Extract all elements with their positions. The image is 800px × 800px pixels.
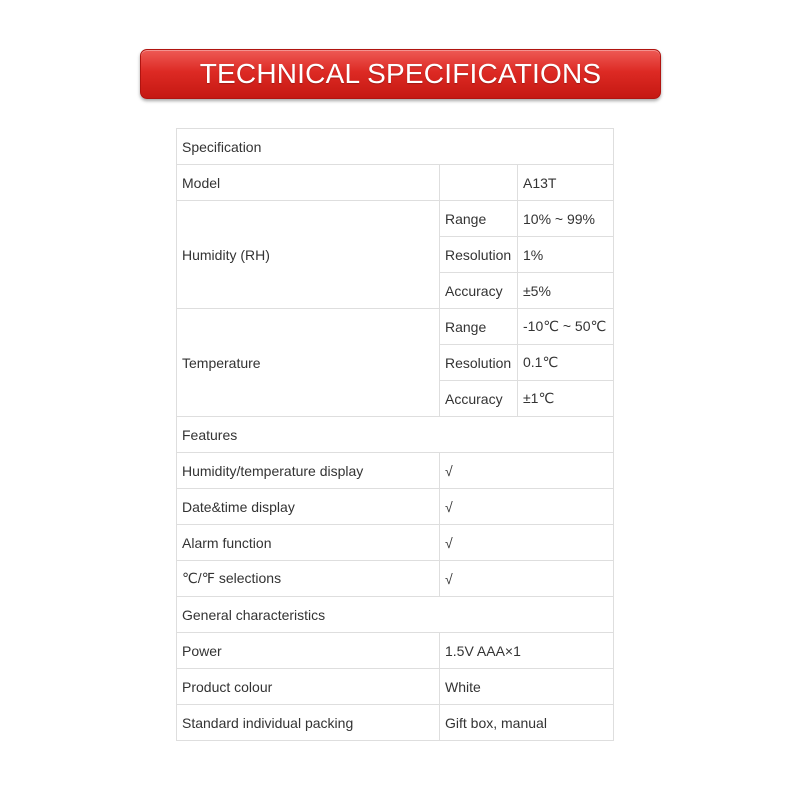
general-value: Gift box, manual (440, 705, 614, 741)
general-value: White (440, 669, 614, 705)
table-row (177, 417, 614, 453)
humidity-label: Humidity (RH) (177, 201, 440, 309)
temperature-label: Temperature (177, 309, 440, 417)
feature-label: Date&time display (177, 489, 440, 525)
temperature-accuracy-value: ±1℃ (518, 381, 614, 417)
general-label: Standard individual packing (177, 705, 440, 741)
temperature-accuracy-label: Accuracy (440, 381, 518, 417)
table-row (177, 165, 614, 201)
feature-check: √ (440, 453, 614, 489)
table-row (177, 669, 614, 705)
feature-label: Humidity/temperature display (177, 453, 440, 489)
feature-label: ℃/℉ selections (177, 561, 440, 597)
table-row (177, 489, 614, 525)
page-title: TECHNICAL SPECIFICATIONS (199, 58, 602, 89)
feature-label: Alarm function (177, 525, 440, 561)
humidity-resolution-label: Resolution (440, 237, 518, 273)
table-row (177, 597, 614, 633)
title-banner (140, 49, 661, 99)
feature-check: √ (440, 525, 614, 561)
humidity-accuracy-label: Accuracy (440, 273, 518, 309)
table-row (177, 561, 614, 597)
feature-check: √ (440, 489, 614, 525)
general-label: Product colour (177, 669, 440, 705)
humidity-range-value: 10% ~ 99% (518, 201, 614, 237)
specification-table (176, 128, 614, 741)
temperature-resolution-value: 0.1℃ (518, 345, 614, 381)
general-value: 1.5V AAA×1 (440, 633, 614, 669)
table-row (177, 633, 614, 669)
table-row (177, 129, 614, 165)
model-empty-cell (440, 165, 518, 201)
section-header-specification: Specification (177, 129, 614, 165)
humidity-resolution-value: 1% (518, 237, 614, 273)
section-header-general: General characteristics (177, 597, 614, 633)
feature-check: √ (440, 561, 614, 597)
model-value: A13T (518, 165, 614, 201)
table-row (177, 309, 614, 345)
table-row (177, 453, 614, 489)
model-label: Model (177, 165, 440, 201)
section-header-features: Features (177, 417, 614, 453)
temperature-resolution-label: Resolution (440, 345, 518, 381)
table-row (177, 525, 614, 561)
table-row (177, 201, 614, 237)
temperature-range-label: Range (440, 309, 518, 345)
humidity-accuracy-value: ±5% (518, 273, 614, 309)
humidity-range-label: Range (440, 201, 518, 237)
general-label: Power (177, 633, 440, 669)
temperature-range-value: -10℃ ~ 50℃ (518, 309, 614, 345)
table-row (177, 705, 614, 741)
